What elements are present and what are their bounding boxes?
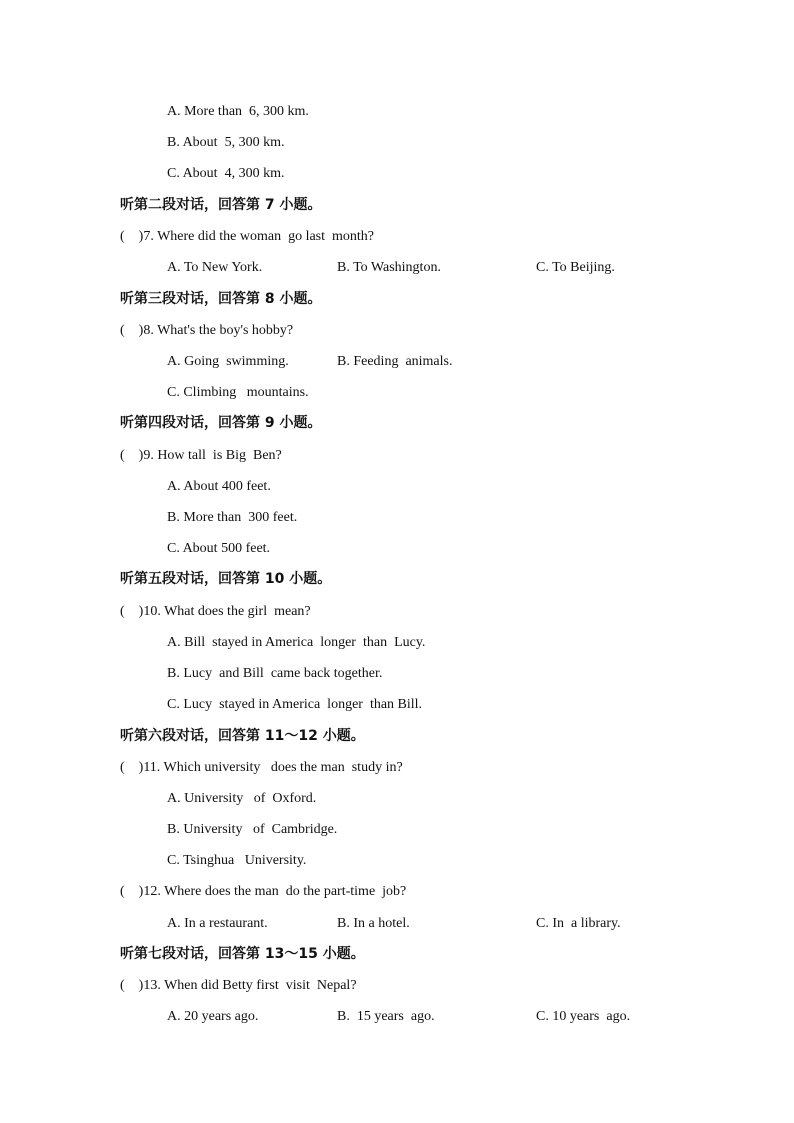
- q7-option-c: C. To Beijing.: [536, 260, 615, 275]
- q6-option-b: B. About 5, 300 km.: [167, 135, 285, 150]
- section-3-heading: 听第三段对话，回答第 8 小题。: [120, 291, 322, 307]
- question-7: ( )7. Where did the woman go last month?: [120, 229, 375, 244]
- q10-option-b: B. Lucy and Bill came back together.: [167, 666, 383, 681]
- q11-option-b: B. University of Cambridge.: [167, 822, 338, 837]
- q9-option-b: B. More than 300 feet.: [167, 510, 298, 525]
- q10-option-c: C. Lucy stayed in America longer than Bill.: [167, 697, 423, 712]
- section-6-heading: 听第六段对话，回答第 11～12 小题。: [120, 728, 365, 744]
- question-8: ( )8. What's the boy's hobby?: [120, 323, 294, 338]
- q12-option-a: A. In a restaurant.: [167, 916, 268, 931]
- question-13: ( )13. When did Betty first visit Nepal?: [120, 978, 357, 993]
- q9-option-c: C. About 500 feet.: [167, 541, 271, 556]
- question-9: ( )9. How tall is Big Ben?: [120, 448, 282, 463]
- question-10: ( )10. What does the girl mean?: [120, 604, 311, 619]
- q9-option-a: A. About 400 feet.: [167, 479, 271, 494]
- q13-option-a: A. 20 years ago.: [167, 1009, 259, 1024]
- section-2-heading: 听第二段对话，回答第 7 小题。: [120, 197, 322, 213]
- q7-option-a: A. To New York.: [167, 260, 263, 275]
- q11-option-a: A. University of Oxford.: [167, 791, 317, 806]
- q8-option-b: B. Feeding animals.: [337, 354, 453, 369]
- q12-option-b: B. In a hotel.: [337, 916, 410, 931]
- section-7-heading: 听第七段对话，回答第 13～15 小题。: [120, 946, 365, 962]
- question-12: ( )12. Where does the man do the part-time job?: [120, 884, 407, 899]
- q6-option-a: A. More than 6, 300 km.: [167, 104, 309, 119]
- q6-option-c: C. About 4, 300 km.: [167, 166, 285, 181]
- q8-option-c: C. Climbing mountains.: [167, 385, 309, 400]
- q12-option-c: C. In a library.: [536, 916, 621, 931]
- question-11: ( )11. Which university does the man study in?: [120, 760, 403, 775]
- q8-option-a: A. Going swimming.: [167, 354, 289, 369]
- q11-option-c: C. Tsinghua University.: [167, 853, 307, 868]
- q7-option-b: B. To Washington.: [337, 260, 441, 275]
- section-4-heading: 听第四段对话，回答第 9 小题。: [120, 415, 322, 431]
- q13-option-b: B. 15 years ago.: [337, 1009, 435, 1024]
- q10-option-a: A. Bill stayed in America longer than Lucy.: [167, 635, 426, 650]
- section-5-heading: 听第五段对话，回答第 10 小题。: [120, 571, 332, 587]
- q13-option-c: C. 10 years ago.: [536, 1009, 631, 1024]
